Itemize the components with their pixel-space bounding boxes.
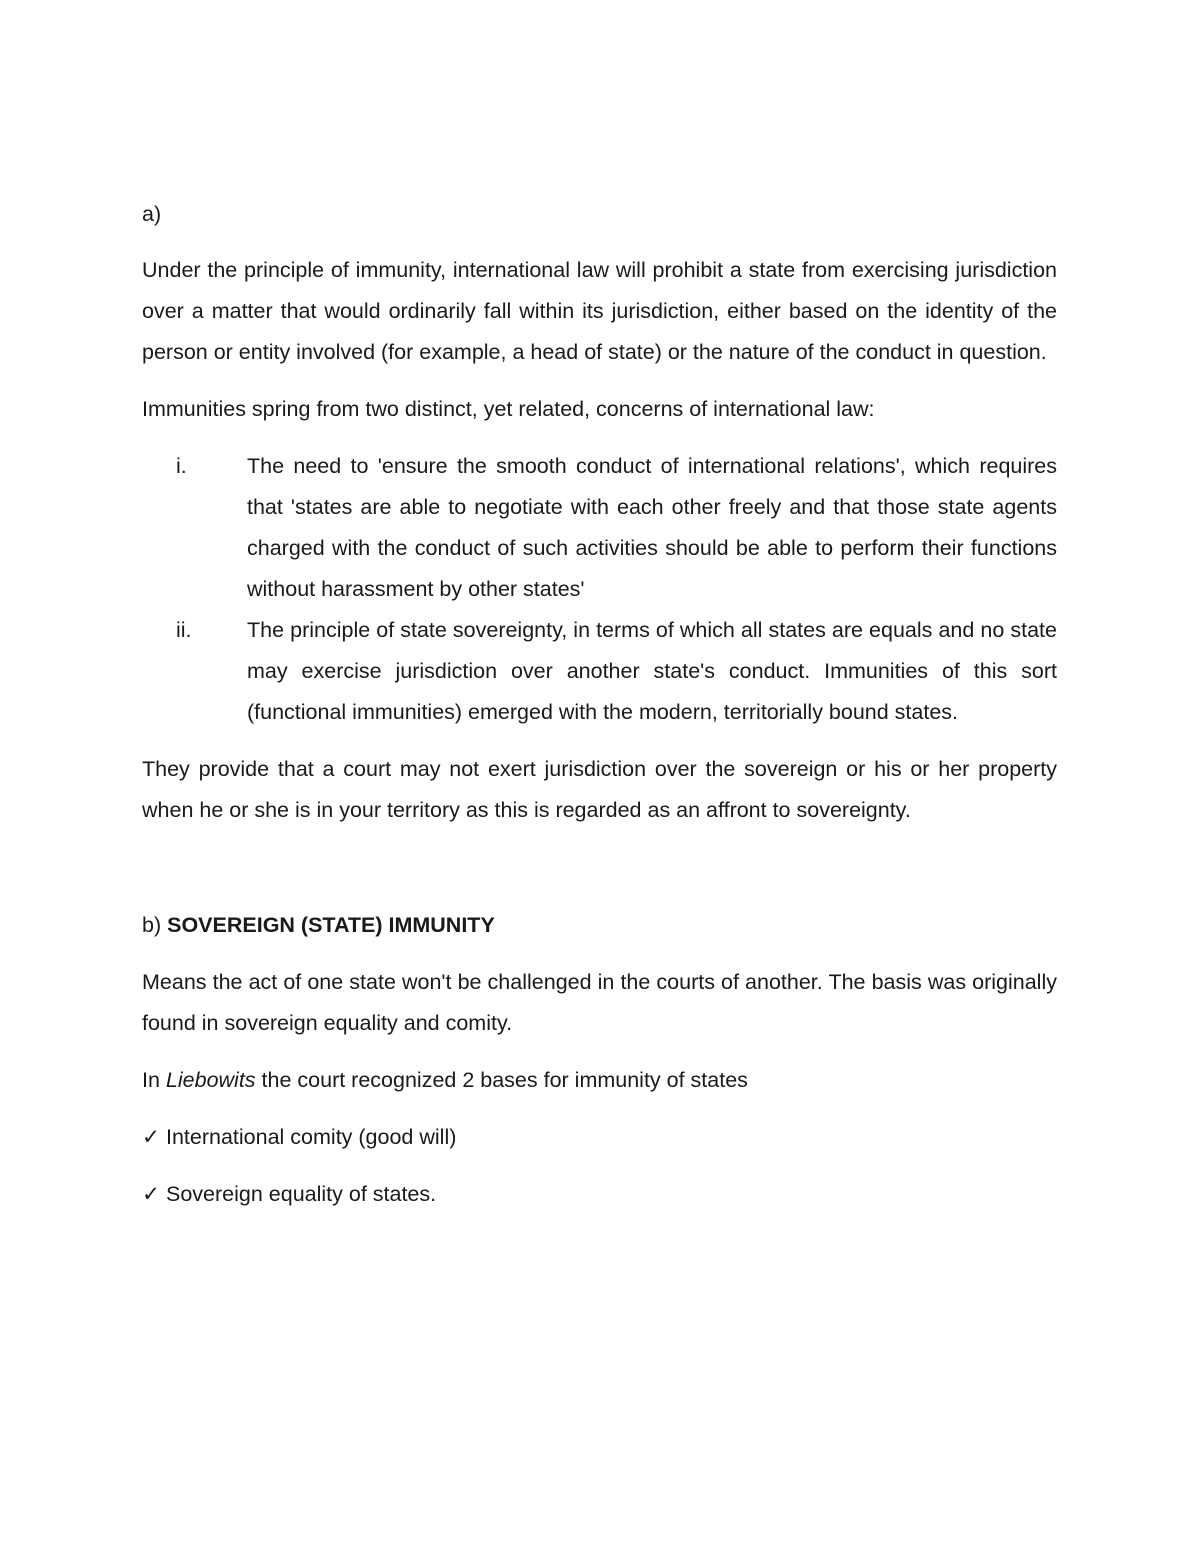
section-b-title: SOVEREIGN (STATE) IMMUNITY (167, 913, 495, 937)
case-intro-prefix: In (142, 1068, 160, 1092)
check-list-item-text: International comity (good will) (166, 1125, 457, 1149)
section-a-marker: a) (142, 202, 162, 226)
check-list-item-text: Sovereign equality of states. (166, 1182, 437, 1206)
checkmark-icon: ✓ (142, 1125, 161, 1149)
list-item-number: ii. (176, 618, 192, 642)
document-page (142, 199, 1057, 1231)
checkmark-icon: ✓ (142, 1182, 161, 1206)
section-b-marker: b) (142, 913, 162, 937)
section-b-heading (142, 905, 1057, 946)
section-a-paragraph-2: Immunities spring from two distinct, yet related, concerns of international law: (142, 397, 875, 421)
case-name: Liebowits (165, 1068, 256, 1092)
list-item-text: The principle of state sovereignty, in terms of which all states are equals and no state may exercise jurisdiction over another state's conduct. Immunities of this sort (functional immunities) emerged with the modern, territorially bound states. (247, 618, 1057, 724)
section-gap (142, 847, 1057, 905)
case-intro (142, 1060, 1057, 1101)
section-a-paragraph-3: They provide that a court may not exert jurisdiction over the sovereign or his or her property when he or she is in your territory as this is regarded as an affront to sovereignty. (142, 757, 1057, 822)
roman-numeral-list (142, 446, 1057, 733)
check-list-item (142, 1117, 1057, 1158)
section-b-paragraph-1: Means the act of one state won't be challenged in the courts of another. The basis was originally found in sovereign equality and comity. (142, 970, 1057, 1035)
list-item (142, 610, 1057, 733)
check-list-item (142, 1174, 1057, 1215)
list-item-text: The need to 'ensure the smooth conduct of international relations', which requires that 'states are able to negotiate with each other freely and that those state agents charged with the conduct of such activities should be able to perform their functions without harassment by other states' (247, 454, 1057, 601)
list-item (142, 446, 1057, 610)
section-a-paragraph-1: Under the principle of immunity, international law will prohibit a state from exercising jurisdiction over a matter that would ordinarily fall within its jurisdiction, either based on the identity of the person or entity involved (for example, a head of state) or the nature of the conduct in question. (142, 258, 1057, 364)
list-item-number: i. (176, 454, 187, 478)
case-intro-suffix: the court recognized 2 bases for immunity of states (261, 1068, 748, 1092)
